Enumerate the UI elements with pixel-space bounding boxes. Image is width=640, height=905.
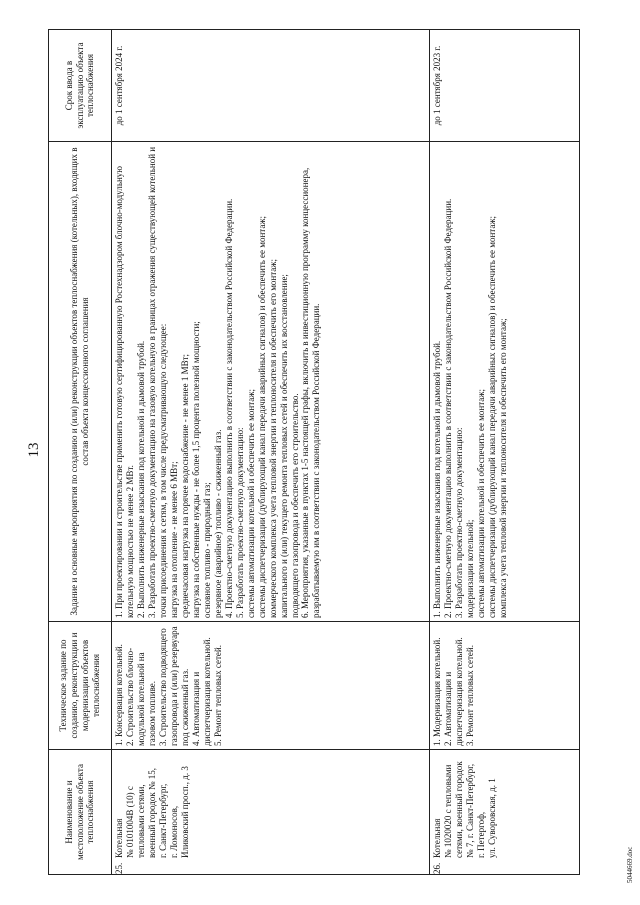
header-deadline: Срок ввода в эксплуатацию объекта теплоснабжения [49, 30, 112, 142]
object-name-cell [430, 750, 580, 875]
measure-item: системы диспетчеризации (дублирующий канал передачи аварийных сигналов) и обеспечить ее монтаж; [486, 215, 497, 618]
table-header-row [49, 30, 112, 875]
tech-task-cell [112, 622, 430, 750]
measures-cell [112, 142, 430, 622]
object-name-line: Иликовский просп., д. 3 [179, 766, 190, 858]
measure-item: системы автоматизации котельной и обеспечить ее монтаж; [245, 389, 256, 618]
measures-cell [430, 142, 580, 622]
measure-item: нагрузка на собственные нужды - не более 1,5 процента полезной мощности; [190, 321, 201, 618]
measure-item: капитального и (или) текущего ремонта тепловых сетей и обеспечить их восстановление; [278, 274, 289, 618]
page-number: 13 [26, 442, 42, 458]
measure-item: 4. Проектно-сметную документацию выполнить в соответствии с законодательством Российской Федерации. [223, 198, 234, 618]
tech-task-item: 3. Ремонт тепловых сетей. [464, 645, 475, 746]
document-filename: 5044669.doc [626, 846, 634, 883]
object-name-line: г. Петергоф, [475, 811, 486, 858]
measure-item: основное топливо - природный газ; [201, 482, 212, 618]
tech-task-item: 1. Модернизация котельной. [432, 637, 442, 746]
measure-item: комплекса учета тепловой энергии и теплоносителя и обеспечить его монтаж; [497, 318, 508, 618]
object-name-line: ул. Суворовская, д. 1 [486, 778, 497, 858]
tech-task-item: 5. Ремонт тепловых сетей. [212, 645, 223, 746]
object-name-line: № 7, г. Санкт-Петербург, [464, 763, 475, 858]
tech-task-item: 2. Строительство блочно-модульной котельной на газовом топливе. [124, 647, 157, 746]
measure-item: нагрузка на отопление - не менее 6 МВт; [168, 461, 179, 618]
measure-item: 2. Проектно-сметную документацию выполнить в соответствии с законодательством Российской Федерации. [442, 198, 453, 618]
tech-task-item: 1. Консервация котельной. [114, 644, 124, 746]
object-name-line: № 0101004В (10) с [124, 786, 135, 858]
object-name-line: Котельная [114, 818, 124, 858]
measure-item: среднечасовая нагрузка на горячее водоснабжение - не менее 1 МВт; [179, 353, 190, 618]
tech-task-item: 4. Автоматизация и диспетчеризация котельной. [190, 637, 212, 746]
measure-item: 1. При проектировании и строительстве применить готовую сертифицированную Ростехнадзором блочно-модульную котельную мощностью не менее 2 МВт. [114, 166, 135, 618]
measure-item: коммерческого комплекса учета тепловой энергии и теплоносителя и обеспечить его монтаж; [267, 259, 278, 618]
object-name-line: г. Санкт-Петербург, [157, 783, 168, 858]
object-name-line: Котельная [432, 818, 442, 858]
measure-item: резервное (аварийное) топливо - сжиженный газ. [212, 429, 223, 618]
table-row [430, 30, 580, 875]
measure-item: 3. Разработать проектно-сметную документацию: [453, 427, 464, 618]
tech-task-item: 2. Автоматизация и диспетчеризация котельной. [442, 637, 464, 746]
header-tech: Техническое задание по созданию, реконструкции и модернизации объектов теплоснабжения [49, 622, 112, 750]
tech-task-item: 3. Строительство подводящего газопровода и (или) резервуара под сжиженный газ. [157, 626, 190, 746]
object-name-line: военный городок № 15, [146, 767, 157, 858]
row-number: 25. [114, 862, 124, 874]
object-name-line: сетями, военный городок [453, 761, 464, 858]
measure-item: 2. Выполнить инженерные изыскания под котельной и дымовой трубой. [135, 340, 146, 618]
measure-item: 5. Разработать проектно-сметную документацию: [234, 427, 245, 618]
row-number: 26. [432, 862, 442, 874]
deadline-cell: до 1 сентября 2024 г. [112, 30, 430, 142]
measure-item: системы диспетчеризации (дублирующий канал передачи аварийных сигналов) и обеспечить ее монтаж; [256, 215, 267, 618]
object-name-line: тепловыми сетями, [135, 784, 146, 858]
object-name-line: г. Ломоносов, [168, 805, 179, 858]
header-name: Наименование и местоположение объекта теплоснабжения [49, 750, 112, 875]
measure-item: подводящего газопровода и обеспечить его строительство. [289, 393, 300, 618]
infrastructure-table [48, 29, 580, 875]
measure-item: системы автоматизации котельной и обеспечить ее монтаж; [475, 389, 486, 618]
measure-item: модернизации котельной; [464, 519, 475, 618]
measure-item: 3. Разработать проектно-сметную документацию на газовую котельную в границах отражения существующей котельной и точки присоединения к сетям, в том числе предусматривающую следующее: [146, 146, 168, 618]
measure-item: 6. Мероприятия, указанные в пунктах 1-5 настоящей графы, включить в инвестиционную программу концессионера, разрабатываемую им в соответствии с законодательством Российской Федерации. [300, 167, 322, 618]
object-name-cell [112, 750, 430, 875]
tech-task-cell [430, 622, 580, 750]
deadline-cell: до 1 сентября 2023 г. [430, 30, 580, 142]
measure-item: 1. Выполнить инженерные изыскания под котельной и дымовой трубой. [432, 340, 442, 618]
header-tasks: Задание и основные мероприятия по созданию и (или) реконструкции объектов теплоснабжения (котельных), входящих в состав объекта концессионного соглашения [49, 142, 112, 622]
table-row [112, 30, 430, 875]
object-name-line: № 1020020 с тепловыми [442, 764, 453, 858]
